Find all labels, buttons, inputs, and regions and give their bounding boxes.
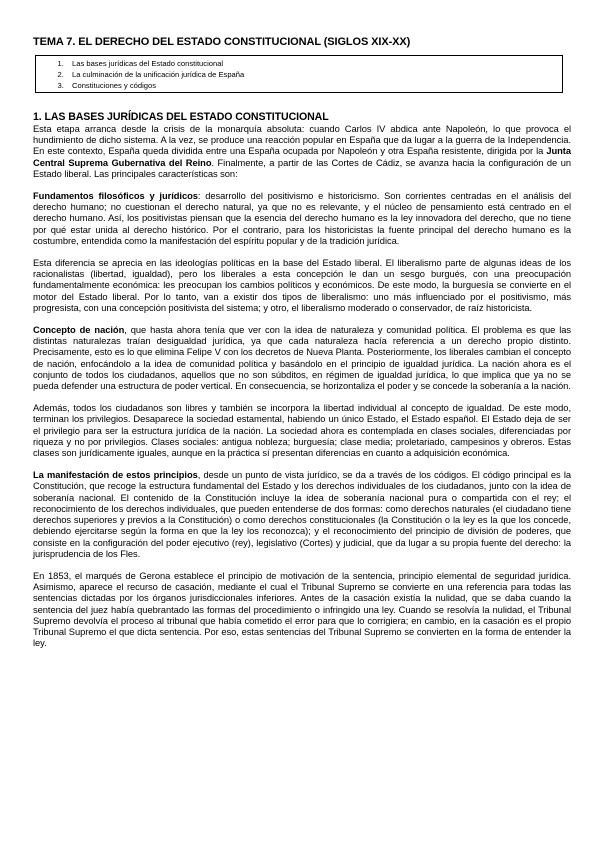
paragraph: Esta etapa arranca desde la crisis de la monarquía absoluta: cuando Carlos IV abdica ante Napoleón, lo que provoca el hundimiento de dicho sistema. A la vez, se produce una reacción popular en España que da lugar a la guerra de la Independencia. En este contexto, España queda dividida entre una España ocupada por Napoleón y otra España resistente, dirigida por la Junta Central Suprema Gubernativa del Reino. Finalmente, a partir de las Cortes de Cádiz, se avanza hacia la configuración de un Estado liberal. Las principales características son: (33, 124, 571, 179)
paragraph: Esta diferencia se aprecia en las ideologías políticas en la base del Estado liberal. El liberalismo parte de algunas ideas de los racionalistas (libertad, igualdad), pero los liberales a esta concepción le dan un sesgo burgués, con una preocupación fundamentalmente económica: les preocupan los cambios políticos y económicos. De este modo, la burguesía se convierte en el motor del Estado liberal. Por lo tanto, van a existir dos tipos de liberalismo: uno más influenciado por el positivismo, más progresista, con una concepción positivista del sistema; y otro, el liberalismo moderado o conservador, de raíz historicista. (33, 258, 571, 313)
toc-item: 3. Constituciones y códigos (66, 81, 562, 92)
toc-item: 2. La culminación de la unificación jurídica de España (66, 70, 562, 81)
bold-term: Junta Central Suprema Gubernativa del Reino (33, 146, 571, 168)
section-heading: 1. LAS BASES JURÍDICAS DEL ESTADO CONSTITUCIONAL (33, 111, 329, 123)
paragraph: La manifestación de estos principios, desde un punto de vista jurídico, se da a través de los códigos. El código principal es la Constitución, que recoge la estructura fundamental del Estado y los derechos individuales de los ciudadanos, junto con la idea de soberanía nacional. El contenido de la Constitución incluye la idea de soberanía nacional pura o compartida con el rey; el reconocimiento de los derechos individuales, que pueden entenderse de dos formas: como derechos naturales (el ciudadano tiene derechos superiores y previos a la Constitución) o como derechos constitucionales (la Constitución o la ley es la que los concede, debiendo ejercitarse según la forma en que la ley los reconozca); y el reconocimiento del principio de división de poderes, que consiste en la configuración del poder ejecutivo (rey), legislativo (Cortes) y judicial, que da lugar a su propia fuente del derecho: la jurisprudencia de los Fles. (33, 470, 572, 559)
paragraph: Fundamentos filosóficos y jurídicos: desarrollo del positivismo e historicismo. Son corrientes centradas en el análisis del derecho humano; no cuestionan el derecho natural, ya que no es relevante, y el núcleo de pensamiento está centrado en el derecho humano. Así, los positivistas piensan que la esencia del derecho humano es la ley innovadora del derecho, que no tiene por qué estar unida al derecho histórico. Por el contrario, para los historicistas la fuente principal del derecho humano es la costumbre, entendida como la manifestación del espíritu popular y de la tradición jurídica. (33, 191, 571, 246)
bold-term: La manifestación de estos principios (33, 470, 198, 481)
paragraph: En 1853, el marqués de Gerona establece el principio de motivación de la sentencia, principio elemental de seguridad jurídica. Asimismo, aparece el recurso de casación, mediante el cual el Tribunal Supremo se convierte en una referencia para todas las sentencias dictadas por los órganos jurisdiccionales inferiores. Antes de la casación existía la nulidad, que se daba cuando la sentencia del juez había quebrantado las formas del procedimiento o infringido una ley. Cuando se resolvía la nulidad, el Tribunal Supremo devolvía el proceso al tribunal que había cometido el error para que lo corrigiera; en cambio, en la casación es el propio Tribunal Supremo el que dicta sentencia. Por eso, estas sentencias del Tribunal Supremo se convierten en la forma de entender la ley. (33, 570, 571, 649)
paragraph: Además, todos los ciudadanos son libres y también se incorpora la libertad individual al concepto de igualdad. De este modo, terminan los privilegios. Desaparece la sociedad estamental, habiendo un único Estado, el Estado español. El Estado deja de ser el privilegio para ser la estructura jurídica de la nación. La sociedad ahora es contemplada en clases sociales, diferenciadas por riqueza y no por privilegios. Clases sociales: antigua nobleza; burguesía; clase media; proletariado, campesinos y obreros. Estas clases son jurídicamente iguales, aunque en la práctica sí presentan diferencias en cuanto a adquisición económica. (33, 403, 571, 459)
body-text (33, 124, 571, 660)
table-of-contents (35, 55, 563, 93)
document-title: TEMA 7. EL DERECHO DEL ESTADO CONSTITUCIONAL (SIGLOS XIX-XX) (33, 36, 411, 48)
bold-term: Fundamentos filosóficos y jurídicos (33, 191, 198, 202)
toc-item: 1. Las bases jurídicas del Estado constitucional (66, 59, 562, 70)
paragraph: Concepto de nación, que hasta ahora tenía que ver con la idea de naturaleza y comunidad política. El problema es que las distintas naturalezas traían desigualdad jurídica, ya que cada naturaleza hacía referencia a un derecho propio distinto. Precisamente, esto es lo que elimina Felipe V con los decretos de Nueva Planta. Posteriormente, los liberales cambian el concepto de nación, enfocándolo a la idea de comunidad política y basándolo en el principio de igualdad jurídica. La nación ahora es el conjunto de todos los ciudadanos, aquellos que no son súbditos, en régimen de igualdad jurídica, lo que implica que ya no se pueda defender una estructura de poder vertical. En consecuencia, se horizontaliza el poder y se concede la soberanía a la nación. (33, 325, 572, 392)
bold-term: Concepto de nación (33, 325, 125, 336)
